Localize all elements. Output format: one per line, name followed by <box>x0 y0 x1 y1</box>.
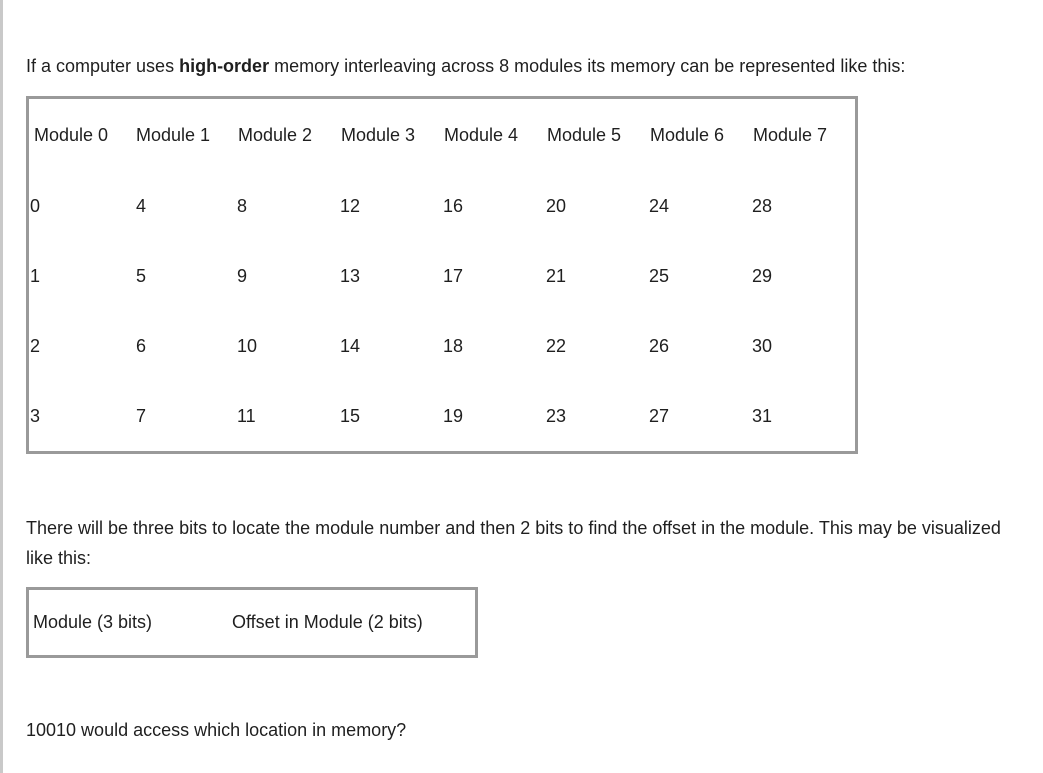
intro-text <box>26 54 1026 78</box>
intro-prefix: If a computer uses <box>26 56 180 76</box>
table-cell: 20 <box>546 196 567 216</box>
table-cell: 7 <box>136 406 147 426</box>
table-cell: 26 <box>649 336 670 356</box>
module-header-6: Module 6 <box>650 125 725 145</box>
bit-explanation-text: There will be three bits to locate the module number and then 2 bits to find the offset in the module. This may be visualized like this: <box>26 518 1001 568</box>
table-cell: 21 <box>546 266 567 286</box>
table-cell: 28 <box>752 196 773 216</box>
module-header-2: Module 2 <box>238 125 313 145</box>
table-cell: 31 <box>752 406 773 426</box>
table-cell: 18 <box>443 336 464 356</box>
table-cell: 10 <box>237 336 258 356</box>
table-cell: 12 <box>340 196 361 216</box>
table-cell: 14 <box>340 336 361 356</box>
table-cell: 24 <box>649 196 670 216</box>
module-header-1: Module 1 <box>136 125 211 145</box>
memory-module-table <box>26 96 858 454</box>
table-cell: 11 <box>237 406 256 426</box>
table-cell: 13 <box>340 266 361 286</box>
table-cell: 2 <box>30 336 41 356</box>
module-header-0: Module 0 <box>34 125 109 145</box>
table-cell: 4 <box>136 196 147 216</box>
table-cell: 30 <box>752 336 773 356</box>
table-cell: 3 <box>30 406 41 426</box>
table-cell: 25 <box>649 266 670 286</box>
table-cell: 29 <box>752 266 773 286</box>
module-header-3: Module 3 <box>341 125 416 145</box>
offset-bits-field: Offset in Module (2 bits) <box>232 612 423 632</box>
table-cell: 9 <box>237 266 248 286</box>
table-cell: 16 <box>443 196 464 216</box>
table-cell: 23 <box>546 406 567 426</box>
table-cell: 0 <box>30 196 41 216</box>
table-cell: 19 <box>443 406 464 426</box>
table-cell: 1 <box>30 266 41 286</box>
address-format-box <box>26 587 478 658</box>
table-cell: 15 <box>340 406 361 426</box>
intro-bold-term: high-order <box>179 56 270 76</box>
table-cell: 22 <box>546 336 567 356</box>
question-text: 10010 would access which location in memory? <box>26 720 407 740</box>
left-margin-rule <box>0 0 3 773</box>
intro-suffix: memory interleaving across 8 modules its memory can be represented like this: <box>269 56 906 76</box>
module-header-5: Module 5 <box>547 125 622 145</box>
table-cell: 27 <box>649 406 670 426</box>
table-cell: 17 <box>443 266 464 286</box>
table-cell: 8 <box>237 196 248 216</box>
module-bits-field: Module (3 bits) <box>33 612 153 632</box>
module-header-7: Module 7 <box>753 125 828 145</box>
table-cell: 6 <box>136 336 147 356</box>
module-header-4: Module 4 <box>444 125 519 145</box>
table-cell: 5 <box>136 266 147 286</box>
